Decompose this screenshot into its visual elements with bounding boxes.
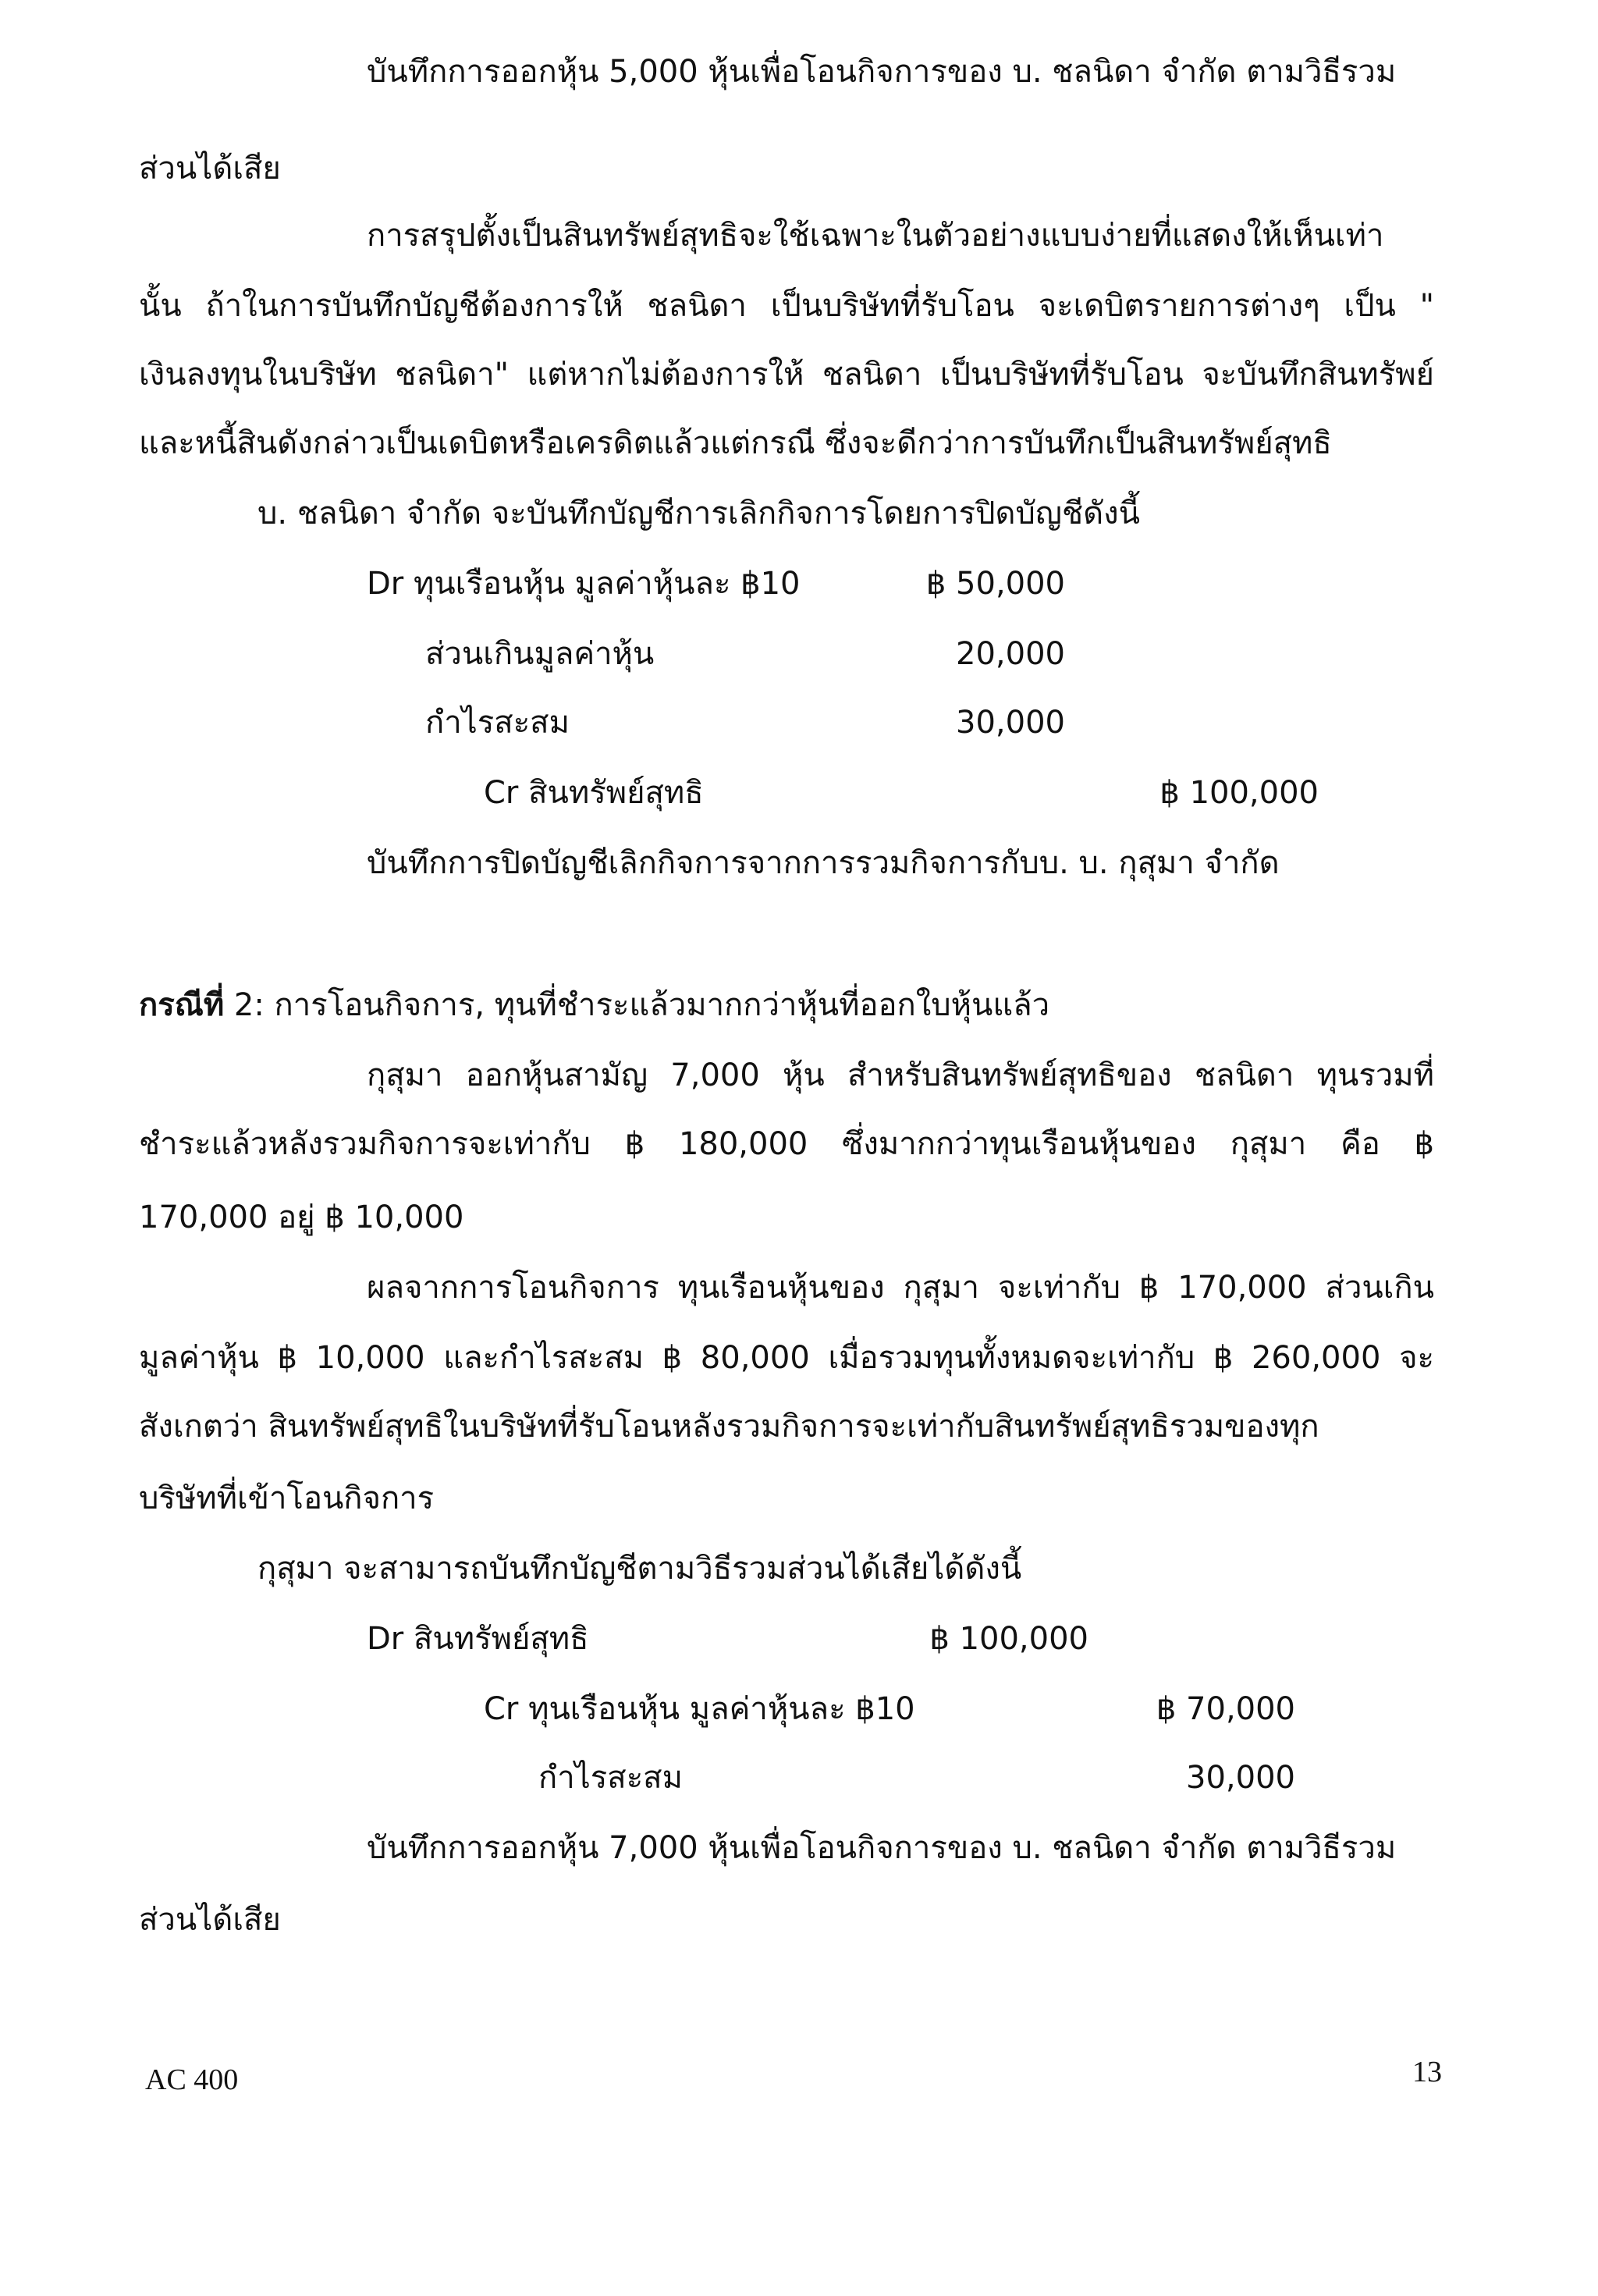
journal-account: Dr สินทรัพย์สุทธิ [367,1621,589,1657]
text-line: บันทึกการออกหุ้น 5,000 หุ้นเพื่อโอนกิจการของ บ. ชลนิดา จำกัด ตามวิธีรวม [367,54,1397,90]
text-line: บริษัทที่เข้าโอนกิจการ [139,1480,435,1516]
text-line: มูลค่าหุ้น ฿ 10,000 และกำไรสะสม ฿ 80,000 เมื่อรวมทุนทั้งหมดจะเท่ากับ ฿ 260,000 จะ [139,1340,1434,1376]
text-line: 170,000 อยู่ ฿ 10,000 [139,1200,464,1235]
journal-account: กำไรสะสม [425,705,570,741]
journal-note: ส่วนได้เสีย [139,1902,281,1938]
text-line: ส่วนได้เสีย [139,151,281,187]
journal-debit-amount: ฿ 100,000 [929,1621,1088,1657]
journal-account: กำไรสะสม [538,1760,683,1796]
section-heading [139,982,1049,1029]
text-line: เงินลงทุนในบริษัท ชลนิดา" แต่หากไม่ต้องการให้ ชลนิดา เป็นบริษัทที่รับโอน จะบันทึกสินทรัพย์ [139,357,1434,393]
text-line: และหนี้สินดังกล่าวเป็นเดบิตหรือเครดิตแล้วแต่กรณี ซึ่งจะดีกว่าการบันทึกเป็นสินทรัพย์สุทธิ [139,425,1332,461]
journal-account: Dr ทุนเรือนหุ้น มูลค่าหุ้นละ ฿10 [367,566,801,602]
journal-debit-amount: ฿ 50,000 [925,566,1065,602]
text-line: กุสุมา ออกหุ้นสามัญ 7,000 หุ้น สำหรับสินทรัพย์สุทธิของ ชลนิดา ทุนรวมที่ [367,1057,1434,1093]
text-line: การสรุปตั้งเป็นสินทรัพย์สุทธิจะใช้เฉพาะในตัวอย่างแบบง่ายที่แสดงให้เห็นเท่า [367,218,1384,254]
journal-account: Cr สินทรัพย์สุทธิ [484,775,704,811]
journal-credit-amount: ฿ 70,000 [1156,1691,1295,1727]
journal-account: ส่วนเกินมูลค่าหุ้น [425,636,655,672]
journal-credit-amount: ฿ 100,000 [1159,775,1319,811]
heading-text: 2: การโอนกิจการ, ทุนที่ชำระแล้วมากกว่าหุ้นที่ออกใบหุ้นแล้ว [224,987,1050,1023]
text-line: ชำระแล้วหลังรวมกิจการจะเท่ากับ ฿ 180,000 ซึ่งมากกว่าทุนเรือนหุ้นของ กุสุมา คือ ฿ [139,1126,1434,1162]
journal-note: บันทึกการออกหุ้น 7,000 หุ้นเพื่อโอนกิจการของ บ. ชลนิดา จำกัด ตามวิธีรวม [367,1830,1397,1866]
journal-debit-amount: 20,000 [956,636,1065,672]
heading-label: กรณีที่ [139,987,225,1023]
text-line: สังเกตว่า สินทรัพย์สุทธิในบริษัทที่รับโอนหลังรวมกิจการจะเท่ากับสินทรัพย์สุทธิรวมของทุก [139,1409,1319,1445]
journal-credit-amount: 30,000 [1186,1760,1295,1796]
text-line: บ. ชลนิดา จำกัด จะบันทึกบัญชีการเลิกกิจการโดยการปิดบัญชีดังนี้ [257,496,1140,531]
journal-note: บันทึกการปิดบัญชีเลิกกิจการจากการรวมกิจการกับบ. บ. กุสุมา จำกัด [367,845,1280,881]
page-number: 13 [1412,2056,1442,2088]
journal-account: Cr ทุนเรือนหุ้น มูลค่าหุ้นละ ฿10 [484,1691,915,1727]
text-line: ผลจากการโอนกิจการ ทุนเรือนหุ้นของ กุสุมา จะเท่ากับ ฿ 170,000 ส่วนเกิน [367,1270,1434,1306]
text-line: นั้น ถ้าในการบันทึกบัญชีต้องการให้ ชลนิดา เป็นบริษัทที่รับโอน จะเดบิตรายการต่างๆ เป็น " [139,288,1434,324]
text-line: กุสุมา จะสามารถบันทึกบัญชีตามวิธีรวมส่วนได้เสียได้ดังนี้ [257,1551,1022,1587]
footer-course-code: AC 400 [145,2063,239,2096]
journal-debit-amount: 30,000 [956,705,1065,741]
